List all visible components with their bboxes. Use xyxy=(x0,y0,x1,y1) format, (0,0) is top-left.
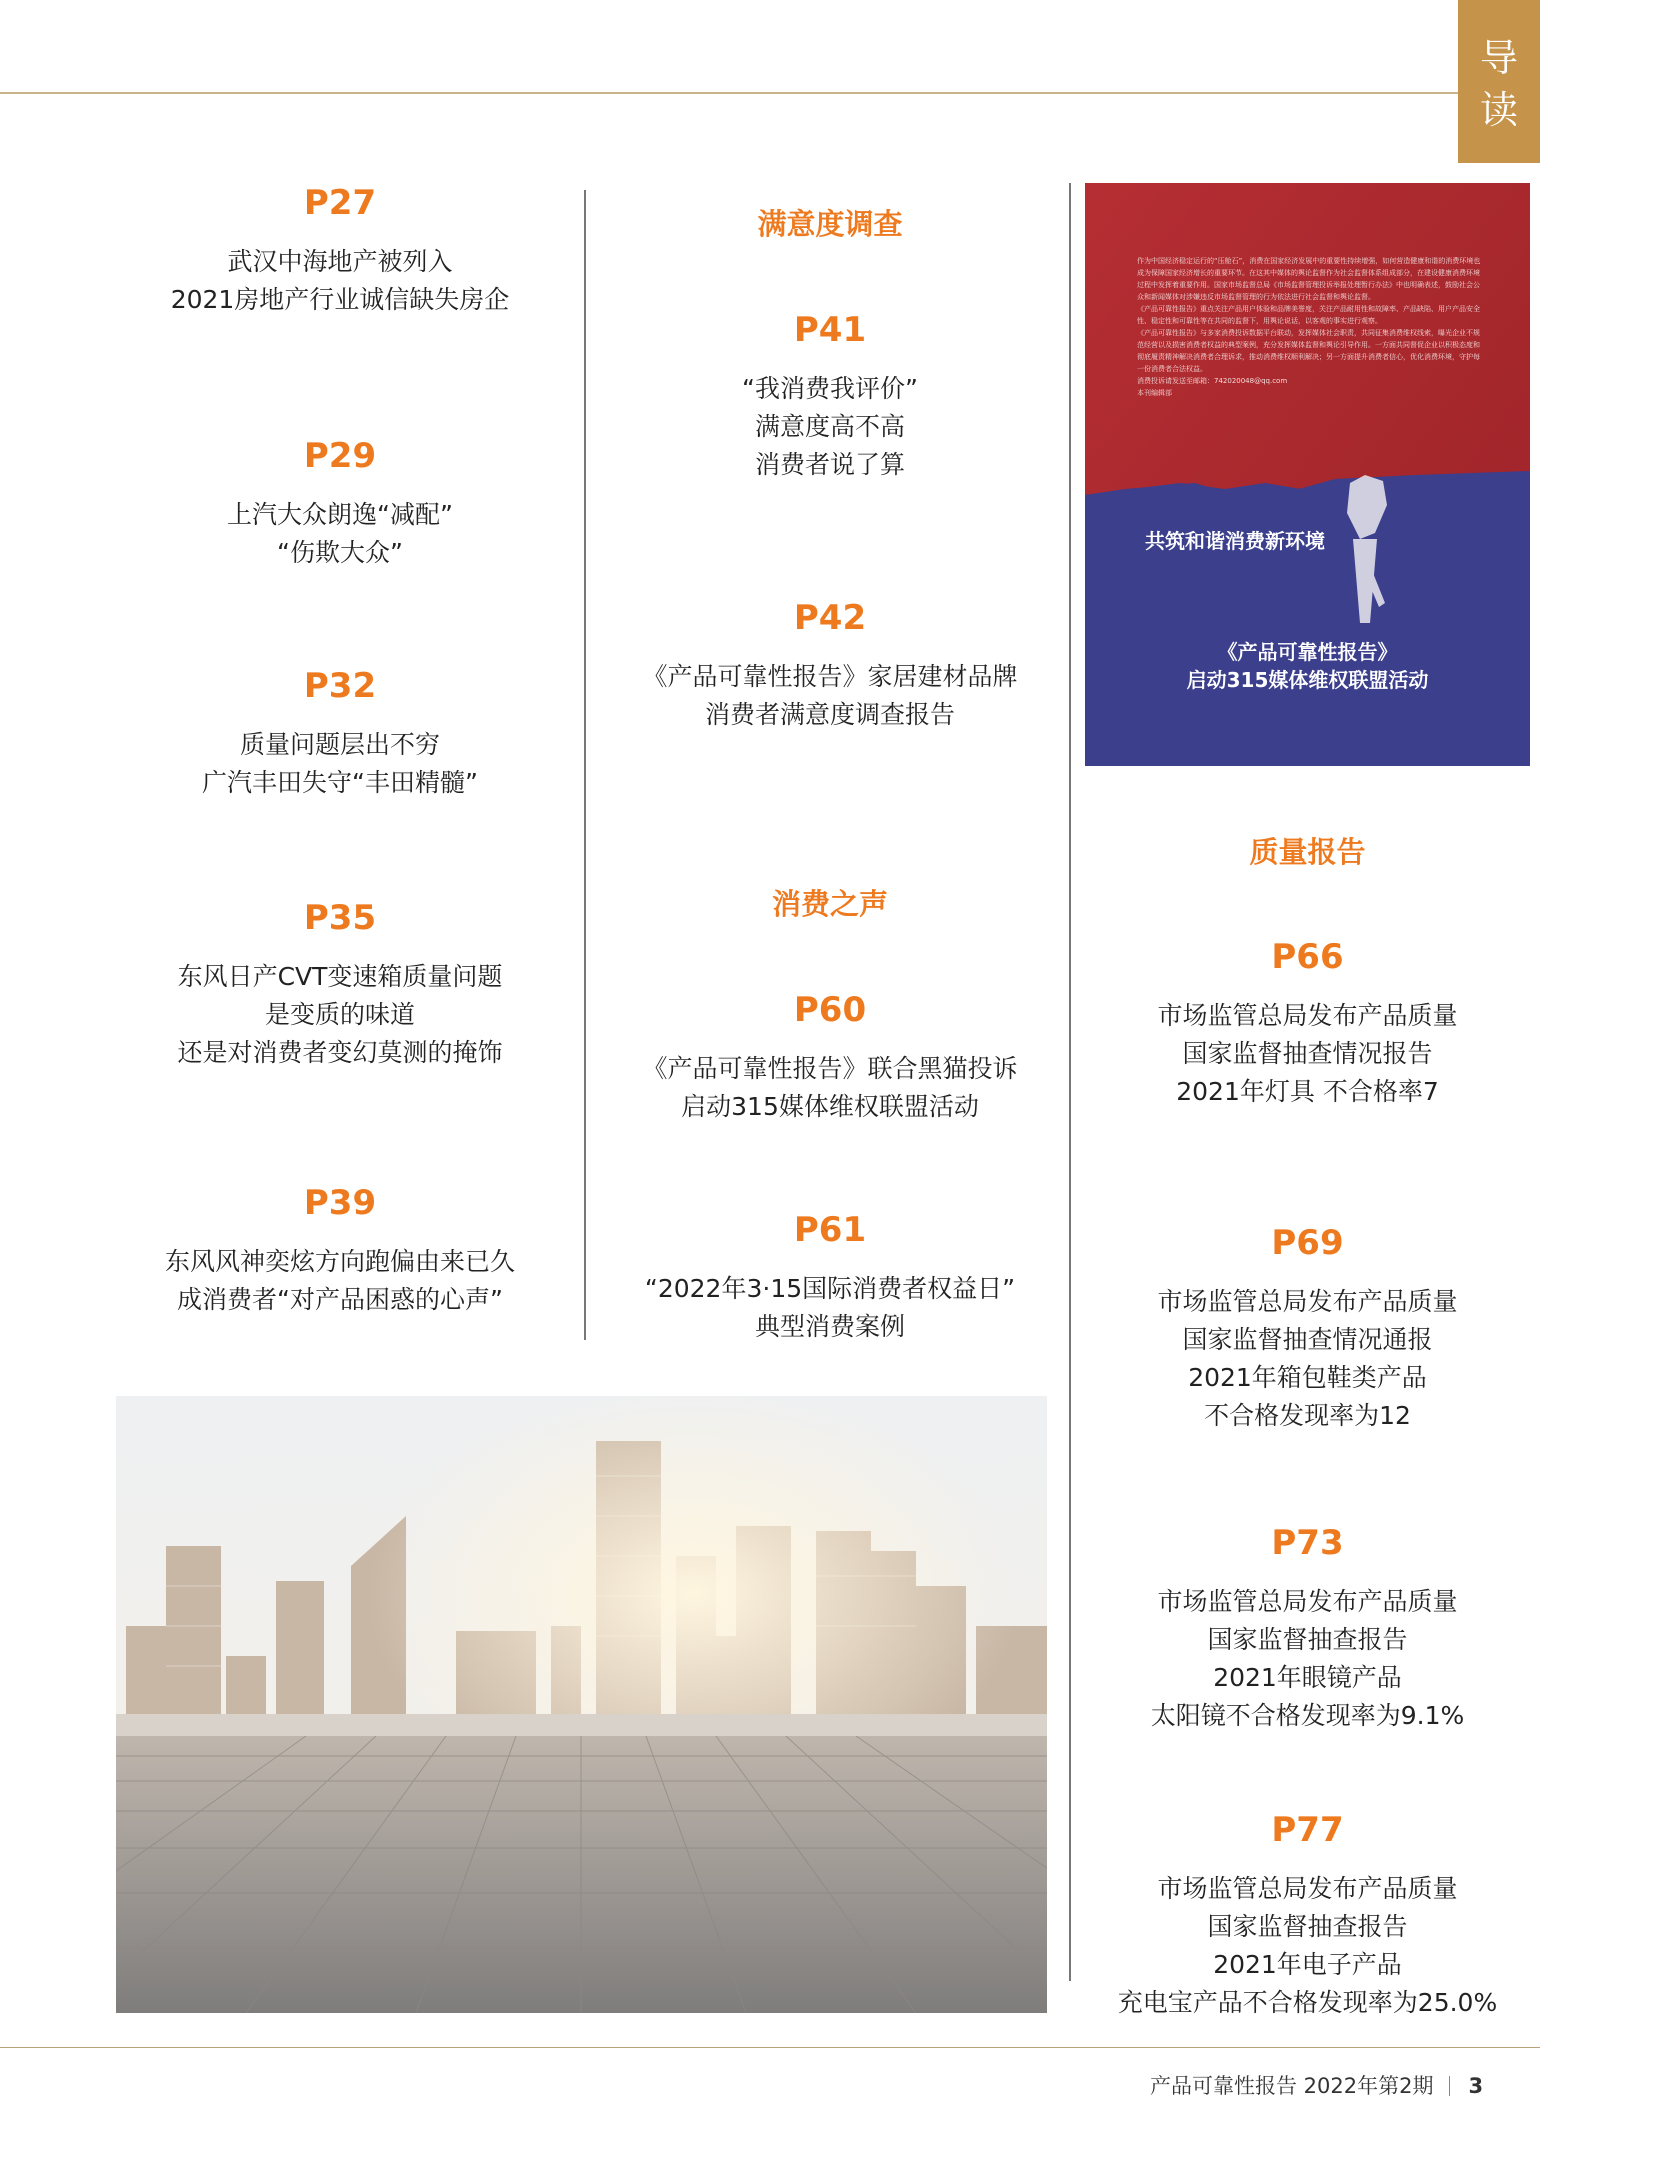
tab-char: 读 xyxy=(1479,88,1518,132)
page-footer xyxy=(1150,2070,1483,2100)
desc-line: 成消费者“对产品困惑的心声” xyxy=(177,1285,503,1314)
cover-paragraph: 《产品可靠性报告》与多家消费投诉数据平台联动，发挥媒体社会职责，共同征集消费维权线索，曝光企业不规范经营以及损害消费者权益的典型案例，充分发挥媒体监督和舆论引导作用。一方面共同督促企业以积极态度和彻底履责精神解决消费者合理诉求，推动消费维权顺利解决；另一方面提升消费者信心，优化消费环境，守护每一份消费者合法权益。 xyxy=(1137,329,1480,373)
page-number: P35 xyxy=(303,898,377,938)
section-heading: 消费之声 xyxy=(771,887,888,921)
page-number-footer: 3 xyxy=(1468,2074,1484,2098)
page-number: P61 xyxy=(793,1210,867,1250)
desc-line: 《产品可靠性报告》联合黑猫投诉 xyxy=(642,1054,1018,1083)
desc-line: 启动315媒体维权联盟活动 xyxy=(681,1092,979,1121)
page-number: P69 xyxy=(1271,1223,1344,1263)
desc-line: 2021年电子产品 xyxy=(1213,1950,1402,1979)
entry-description xyxy=(630,370,1030,484)
desc-line: 市场监管总局发布产品质量 xyxy=(1157,1001,1458,1030)
desc-line: 市场监管总局发布产品质量 xyxy=(1157,1874,1458,1903)
desc-line: 东风风神奕炫方向跑偏由来已久 xyxy=(164,1247,515,1276)
cover-body-text xyxy=(1137,255,1482,399)
desc-line: 国家监督抽查报告 xyxy=(1207,1625,1408,1654)
page-number: P27 xyxy=(303,183,377,223)
cover-subline: 《产品可靠性报告》 xyxy=(1217,640,1398,664)
toc-entry[interactable] xyxy=(1090,1523,1525,1735)
desc-line: 典型消费案例 xyxy=(754,1312,905,1341)
desc-line: 国家监督抽查报告 xyxy=(1207,1912,1408,1941)
toc-entry[interactable] xyxy=(140,183,540,319)
cover-subline: 启动315媒体维权联盟活动 xyxy=(1186,668,1429,692)
city-illustration xyxy=(116,1396,1047,2013)
desc-line: 市场监管总局发布产品质量 xyxy=(1157,1287,1458,1316)
entry-description xyxy=(140,496,540,572)
desc-line: 是变质的味道 xyxy=(264,1000,415,1029)
desc-line: 消费者说了算 xyxy=(754,450,905,479)
footer-title: 产品可靠性报告 2022年第2期 xyxy=(1150,2074,1434,2098)
desc-line: 消费者满意度调查报告 xyxy=(704,700,955,729)
toc-entry[interactable] xyxy=(630,598,1030,734)
page-number: P39 xyxy=(303,1183,377,1223)
cover-paragraph: 本刊编辑部 xyxy=(1137,389,1172,397)
toc-entry[interactable] xyxy=(630,990,1030,1126)
page-number: P60 xyxy=(793,990,867,1030)
cover-image xyxy=(1085,183,1530,766)
entry-description xyxy=(630,658,1030,734)
desc-line: 2021年眼镜产品 xyxy=(1213,1663,1402,1692)
toc-entry[interactable] xyxy=(140,436,540,572)
page-number: P41 xyxy=(793,310,867,350)
entry-description xyxy=(630,1050,1030,1126)
entry-description xyxy=(1090,997,1525,1111)
page-number: P29 xyxy=(303,436,377,476)
entry-description xyxy=(1090,1870,1525,2022)
desc-line: 《产品可靠性报告》家居建材品牌 xyxy=(642,662,1018,691)
toc-entry[interactable] xyxy=(1090,937,1525,1111)
page-number: P32 xyxy=(303,666,377,706)
desc-line: “伤欺大众” xyxy=(277,538,403,567)
toc-entry[interactable] xyxy=(1090,1223,1525,1435)
entry-description xyxy=(630,1270,1030,1346)
page-number: P42 xyxy=(793,598,867,638)
column-divider xyxy=(584,190,586,1340)
desc-line: 质量问题层出不穷 xyxy=(239,730,440,759)
toc-entry[interactable] xyxy=(140,898,540,1072)
desc-line: 2021年灯具 不合格率7 xyxy=(1176,1077,1439,1106)
entry-description xyxy=(140,1243,540,1319)
desc-line: 还是对消费者变幻莫测的掩饰 xyxy=(177,1038,503,1067)
desc-line: 满意度高不高 xyxy=(754,412,905,441)
desc-line: 国家监督抽查情况通报 xyxy=(1182,1325,1433,1354)
toc-entry[interactable] xyxy=(630,310,1030,484)
desc-line: 市场监管总局发布产品质量 xyxy=(1157,1587,1458,1616)
footer-separator xyxy=(1449,2076,1450,2096)
desc-line: 2021房地产行业诚信缺失房企 xyxy=(170,285,510,314)
top-rule xyxy=(0,92,1458,94)
cover-paragraph: 《产品可靠性报告》重点关注产品用户体验和品牌美誉度，关注产品耐用性和故障率、产品缺陷、用户产品安全性、稳定性和可靠性等在共同的监督下，用舆论说话，以客观的事实进行观察。 xyxy=(1137,305,1480,325)
toc-entry[interactable] xyxy=(1090,1810,1525,2022)
desc-line: “2022年3·15国际消费者权益日” xyxy=(644,1274,1016,1303)
toc-entry[interactable] xyxy=(140,666,540,802)
page-number: P73 xyxy=(1271,1523,1344,1563)
cover-subheadline xyxy=(1085,638,1530,694)
entry-description xyxy=(140,243,540,319)
desc-line: 上汽大众朗逸“减配” xyxy=(227,500,453,529)
section-tab xyxy=(1458,0,1540,163)
desc-line: 2021年箱包鞋类产品 xyxy=(1188,1363,1427,1392)
desc-line: 充电宝产品不合格发现率为25.0% xyxy=(1117,1988,1498,2017)
desc-line: 太阳镜不合格发现率为9.1% xyxy=(1150,1701,1465,1730)
page-number: P77 xyxy=(1271,1810,1344,1850)
desc-line: “我消费我评价” xyxy=(742,374,918,403)
cover-paragraph: 作为中国经济稳定运行的“压舱石”，消费在国家经济发展中的重要性持续增强，如何营造健康和谐的消费环境也成为保障国家经济增长的重要环节。在这其中媒体的舆论监督作为社会监督体系组成部分，在建设健康消费环境过程中发挥着重要作用。国家市场监督总局《市场监督管理投诉举报处理暂行办法》中也明确表述，鼓励社会公众和新闻媒体对涉嫌违反市场监督管理的行为依法进行社会监督和舆论监督。 xyxy=(1137,257,1481,301)
section-heading: 质量报告 xyxy=(1249,835,1366,869)
page-number: P66 xyxy=(1271,937,1344,977)
entry-description xyxy=(140,958,540,1072)
bottom-rule xyxy=(0,2047,1540,2048)
toc-entry[interactable] xyxy=(630,1210,1030,1346)
entry-description xyxy=(140,726,540,802)
desc-line: 东风日产CVT变速箱质量问题 xyxy=(177,962,503,991)
desc-line: 国家监督抽查情况报告 xyxy=(1182,1039,1433,1068)
desc-line: 不合格发现率为12 xyxy=(1204,1401,1411,1430)
desc-line: 广汽丰田失守“丰田精髓” xyxy=(202,768,478,797)
entry-description xyxy=(1090,1283,1525,1435)
entry-description xyxy=(1090,1583,1525,1735)
cover-headline: 共筑和谐消费新环境 xyxy=(1145,529,1325,553)
column-divider xyxy=(1069,183,1071,1981)
cover-paragraph: 消费投诉请发送至邮箱：742020048@qq.com xyxy=(1137,377,1288,385)
section-heading: 满意度调查 xyxy=(757,207,903,241)
toc-entry[interactable] xyxy=(140,1183,540,1319)
tab-char: 导 xyxy=(1479,36,1518,80)
city-skyline-photo xyxy=(116,1396,1047,2013)
desc-line: 武汉中海地产被列入 xyxy=(227,247,453,276)
